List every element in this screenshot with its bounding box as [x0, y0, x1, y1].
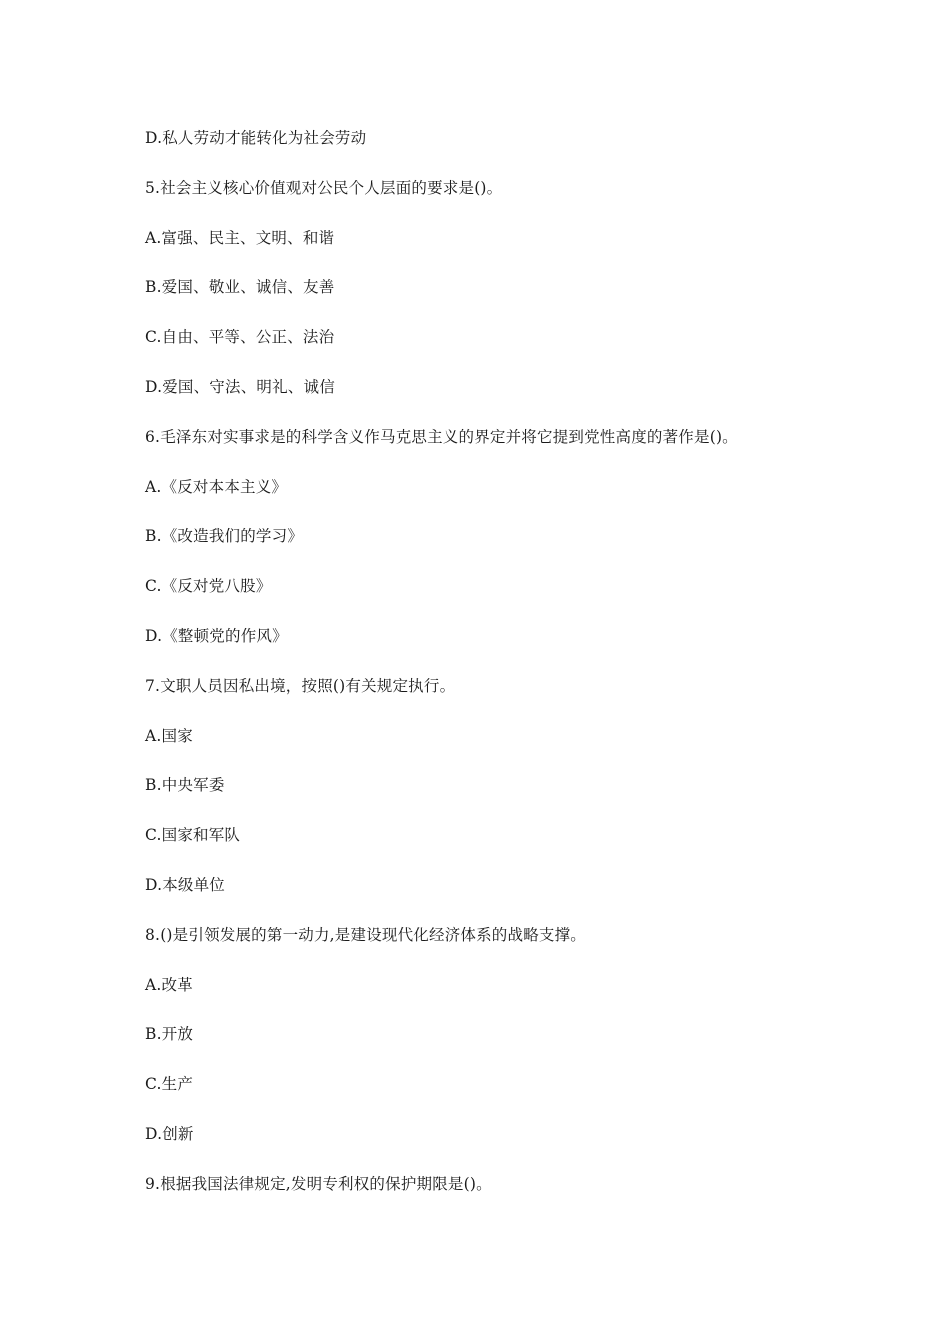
option-line: C.《反对党八股》: [145, 577, 272, 596]
option-line: B.开放: [145, 1025, 194, 1044]
option-line: C.生产: [145, 1075, 194, 1094]
question-line: 5.社会主义核心价值观对公民个人层面的要求是()。: [145, 178, 503, 197]
option-line: D.《整顿党的作风》: [145, 626, 288, 645]
option-line: A.《反对本本主义》: [145, 477, 288, 496]
option-line: A.改革: [145, 975, 193, 994]
option-line: D.本级单位: [145, 875, 226, 894]
question-list: [145, 127, 865, 1223]
question-line: 9.根据我国法律规定,发明专利权的保护期限是()。: [145, 1174, 492, 1193]
option-line: D.私人劳动才能转化为社会劳动: [145, 129, 367, 147]
question-line: 7.文职人员因私出境，按照()有关规定执行。: [145, 676, 456, 695]
option-line: B.《改造我们的学习》: [145, 527, 304, 546]
option-line: A.国家: [145, 726, 193, 745]
option-line: C.国家和军队: [145, 826, 241, 845]
option-line: B.中央军委: [145, 776, 225, 795]
question-line: 6.毛泽东对实事求是的科学含义作马克思主义的界定并将它提到党性高度的著作是()。: [145, 427, 738, 446]
option-line: B.爱国、敬业、诚信、友善: [145, 278, 335, 297]
option-line: C.自由、平等、公正、法治: [145, 328, 335, 347]
option-line: D.创新: [145, 1124, 194, 1143]
option-line: A.富强、民主、文明、和谐: [145, 228, 335, 247]
option-line: D.爱国、守法、明礼、诚信: [145, 377, 335, 396]
question-line: 8.()是引领发展的第一动力,是建设现代化经济体系的战略支撑。: [145, 925, 587, 944]
